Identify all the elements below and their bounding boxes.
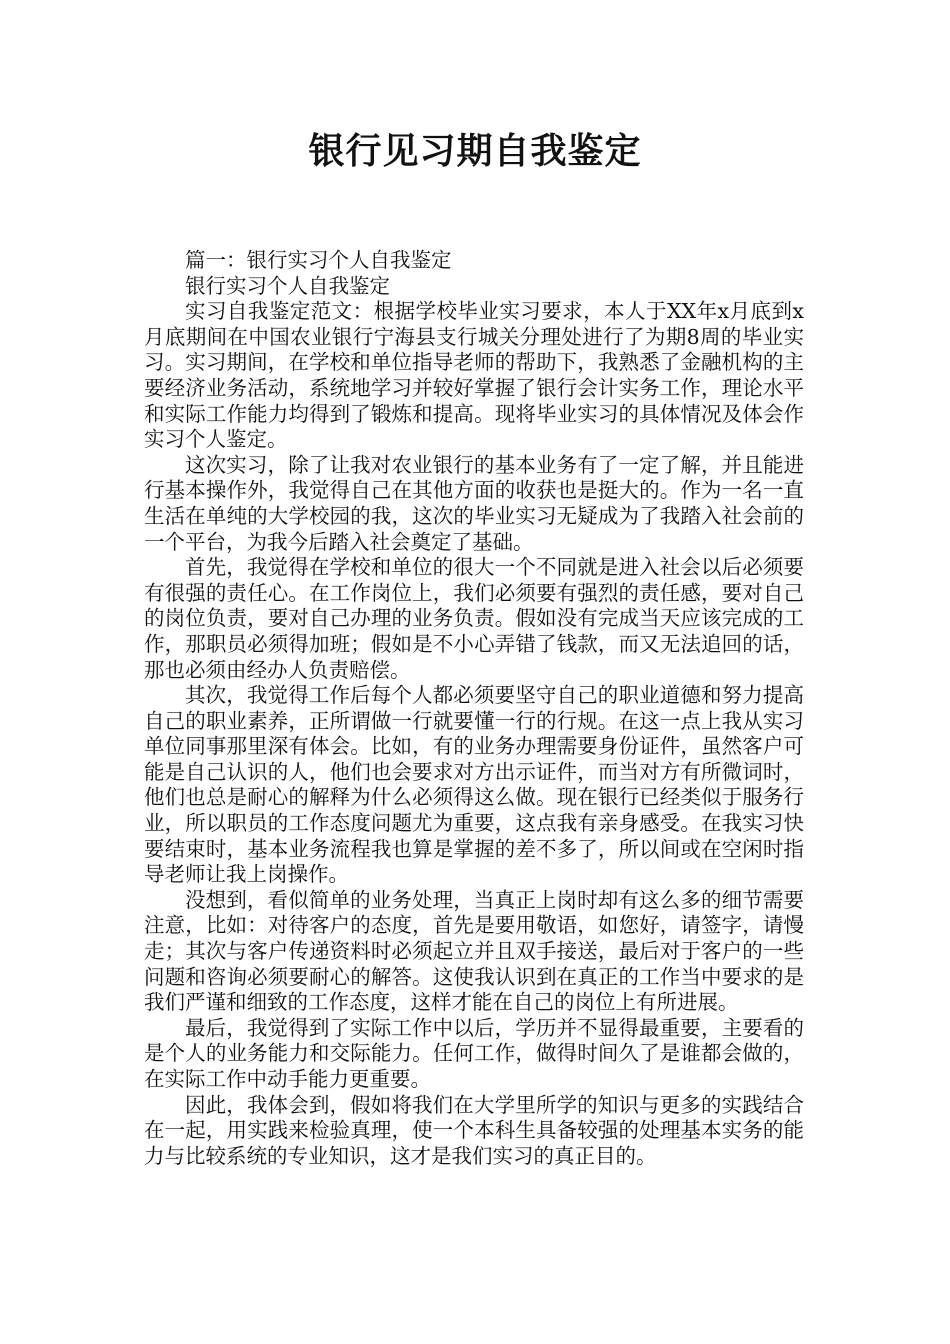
paragraph: 这次实习，除了让我对农业银行的基本业务有了一定了解，并且能进行基本操作外，我觉得自己在其他方面的收获也是挺大的。作为一名一直生活在单纯的大学校园的我，这次的毕业实习无疑成为了我踏入社会前的一个平台，为我今后踏入社会奠定了基础。 — [144, 452, 804, 554]
document-title: 银行见习期自我鉴定 — [308, 131, 642, 172]
subheading: 银行实习个人自我鉴定 — [185, 273, 390, 298]
paragraph: 没想到，看似简单的业务处理，当真正上岗时却有这么多的细节需要注意，比如：对待客户的态度，首先是要用敬语，如您好，请签字，请慢走；其次与客户传递资料时必须起立并且双手接送，最后对于客户的一些问题和咨询必须要耐心的解答。这使我认识到在真正的工作当中要求的是我们严谨和细致的工作态度，这样才能在自己的岗位上有所进展。 — [144, 887, 804, 1015]
document-body — [144, 248, 804, 1169]
paragraph: 首先，我觉得在学校和单位的很大一个不同就是进入社会以后必须要有很强的责任心。在工作岗位上，我们必须要有强烈的责任感，要对自己的岗位负责，要对自己办理的业务负责。假如没有完成当天应该完成的工作，那职员必须得加班；假如是不小心弄错了钱款，而又无法追回的话，那也必须由经办人负责赔偿。 — [144, 555, 804, 682]
paragraph: 其次，我觉得工作后每个人都必须要坚守自己的职业道德和努力提高自己的职业素养，正所谓做一行就要懂一行的行规。在这一点上我从实习单位同事那里深有体会。比如，有的业务办理需要身份证件，虽然客户可能是自己认识的人，他们也会要求对方出示证件，而当对方有所微词时，他们也总是耐心的解释为什么必须得这么做。现在银行已经类似于服务行业，所以职员的工作态度问题尤为重要，这点我有亲身感受。在我实习快要结束时，基本业务流程我也算是掌握的差不多了，所以间或在空闲时指导老师让我上岗操作。 — [144, 683, 804, 887]
paragraph: 实习自我鉴定范文：根据学校毕业实习要求，本人于XX年x月底到x月底期间在中国农业银行宁海县支行城关分理处进行了为期8周的毕业实习。实习期间，在学校和单位指导老师的帮助下，我熟悉了金融机构的主要经济业务活动，系统地学习并较好掌握了银行会计实务工作，理论水平和实际工作能力均得到了锻炼和提高。现将毕业实习的具体情况及体会作实习个人鉴定。 — [144, 299, 804, 452]
section-heading: 篇一：银行实习个人自我鉴定 — [185, 248, 452, 272]
paragraph: 最后，我觉得到了实际工作中以后，学历并不显得最重要，主要看的是个人的业务能力和交际能力。任何工作，做得时间久了是谁都会做的，在实际工作中动手能力更重要。 — [144, 1015, 804, 1091]
paragraph: 因此，我体会到，假如将我们在大学里所学的知识与更多的实践结合在一起，用实践来检验真理，使一个本科生具备较强的处理基本实务的能力与比较系统的专业知识，这才是我们实习的真正目的。 — [144, 1092, 804, 1168]
